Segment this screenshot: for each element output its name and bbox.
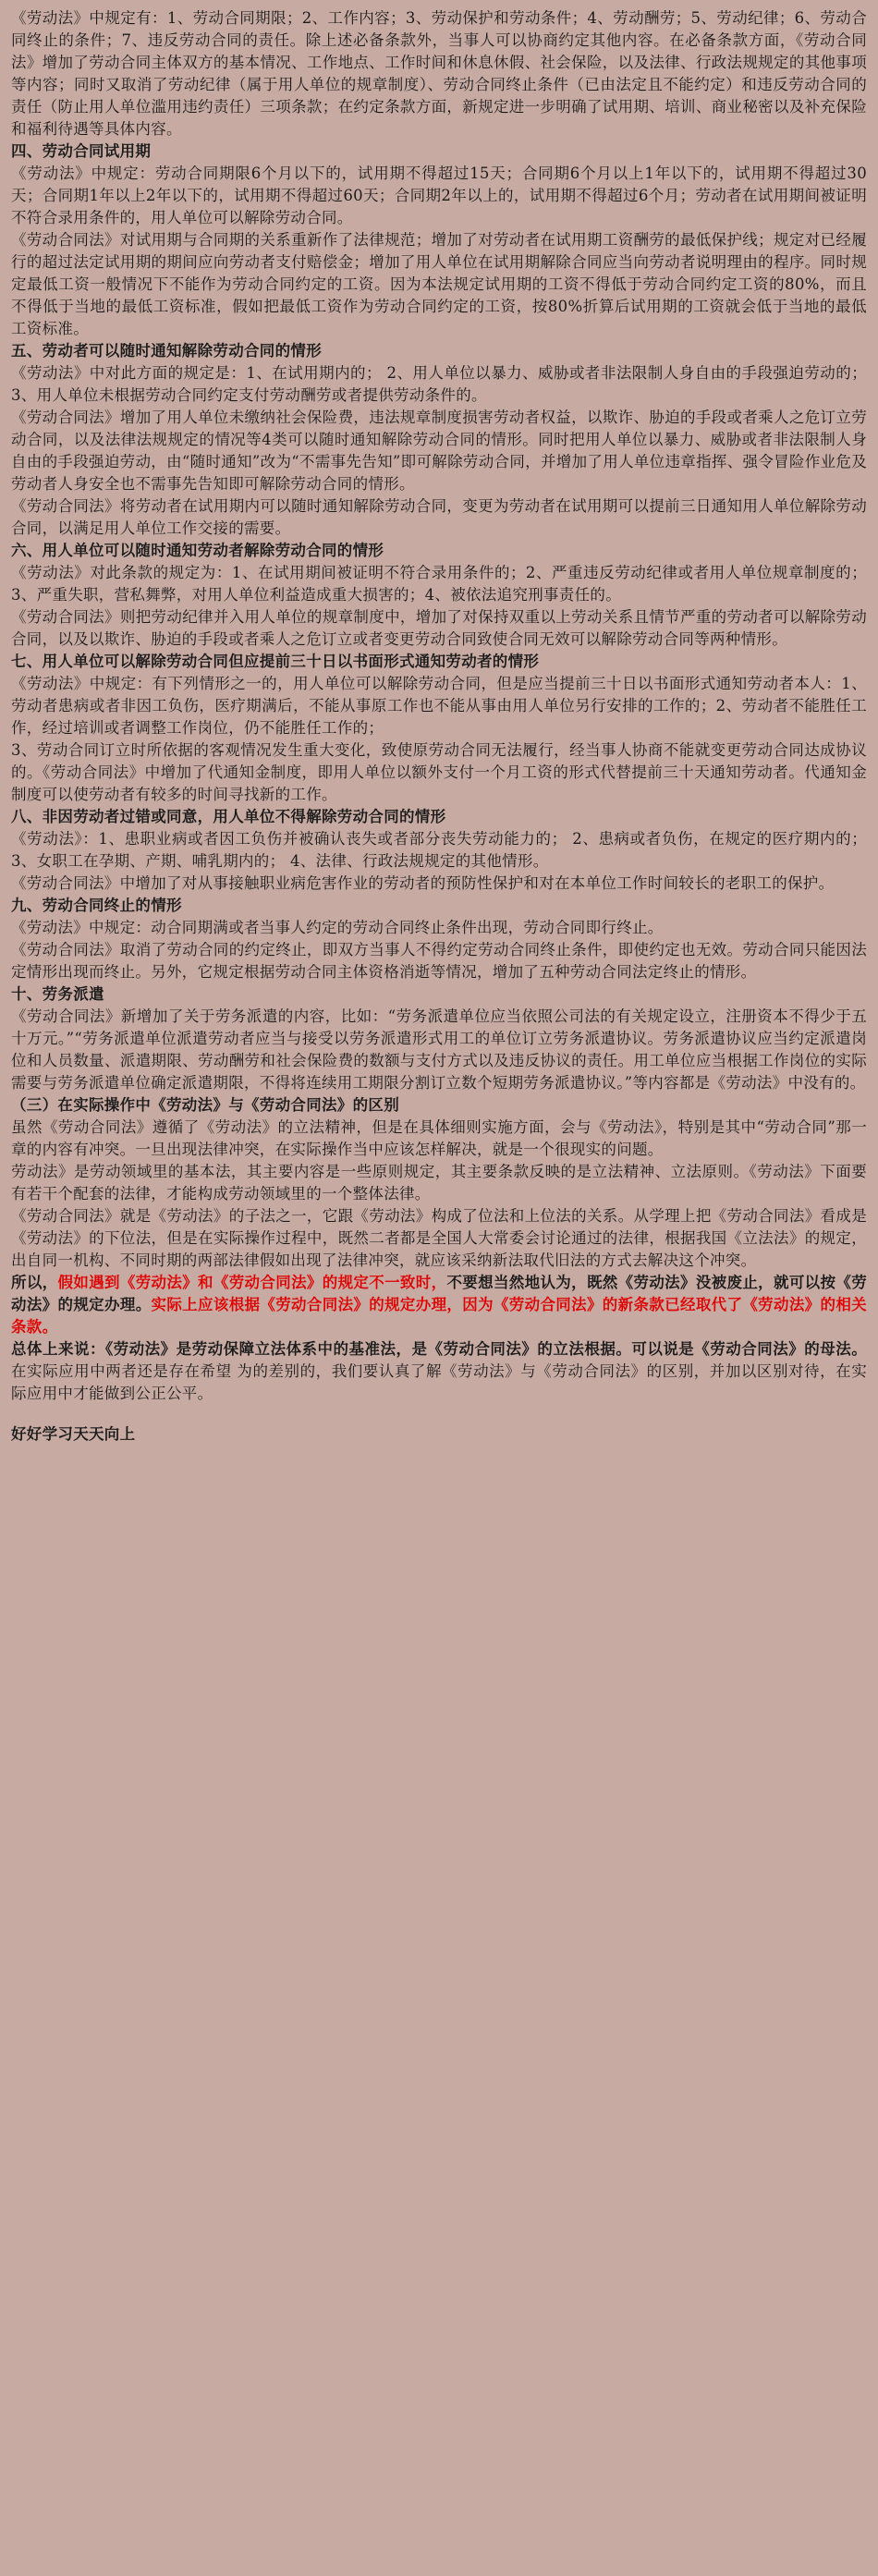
paragraph-probation-contract-law: 《劳动合同法》对试用期与合同期的关系重新作了法律规范；增加了对劳动者在试用期工资酬劳的最低保护线；规定对已经履行的超过法定试用期的期间应向劳动者支付赔偿金；增加了用人单位在试用期解除合同应当向劳动者说明理由的程序。同时规定最低工资一般情况下不能作为劳动合同约定的工资。因为本法规定试用期的工资不得低于劳动合同约定工资的80%，而且不得低于当地的最低工资标准，假如把最低工资作为劳动合同约定的工资，按80%折算后试用期的工资就会低于当地的最低工资标准。 (11, 231, 867, 337)
paragraph-practical-b: 劳动法》是劳动领域里的基本法，其主要内容是一些原则规定，其主要条款反映的是立法精神、立法原则。《劳动法》下面要有若干个配套的法律，才能构成劳动领域里的一个整体法律。 (11, 1163, 867, 1203)
paragraph-contract-end-a: 《劳动法》中规定：动合同期满或者当事人约定的劳动合同终止条件出现，劳动合同即行终止。 (11, 919, 664, 936)
heading-practical-differences: （三）在实际操作中《劳动法》与《劳动合同法》的区别 (11, 1096, 399, 1114)
paragraph-employee-termination-a: 《劳动法》中对此方面的规定是：1、在试用期内的； 2、用人单位以暴力、威胁或者非法限制人身自由的手段强迫劳动的； 3、用人单位未根据劳动合同约定支付劳动酬劳或者提供劳动条件的。 (11, 364, 867, 404)
summary-bold: 总体上来说：《劳动法》是劳动保障立法体系中的基准法，是《劳动合同法》的立法根据。可以说是《劳动合同法》的母法。 (11, 1340, 867, 1358)
summary-rest: 在实际应用中两者还是存在希望 为的差别的，我们要认真了解《劳动法》与《劳动合同法》的区别，并加以区别对待，在实际应用中才能做到公正公平。 (11, 1362, 867, 1402)
paragraph-contract-clauses: 《劳动法》中规定有：1、劳动合同期限；2、工作内容；3、劳动保护和劳动条件；4、劳动酬劳；5、劳动纪律；6、劳动合同终止的条件；7、违反劳动合同的责任。除上述必备条款外，当事人可以协商约定其他内容。在必备条款方面，《劳动合同法》增加了劳动合同主体双方的基本情况、工作地点、工作时间和休息休假、社会保险，以及法律、行政法规规定的其他事项等内容；同时又取消了劳动纪律（属于用人单位的规章制度）、劳动合同终止条件（已由法定且不能约定）和违反劳动合同的责任（防止用人单位滥用违约责任）三项条款；在约定条款方面，新规定进一步明确了试用期、培训、商业秘密以及补充保险和福利待遇等具体内容。 (11, 9, 867, 138)
heading-no-termination: 八、非因劳动者过错或同意，用人单位不得解除劳动合同的情形 (11, 808, 446, 825)
paragraph-employer-immediate-a: 《劳动法》对此条款的规定为：1、在试用期间被证明不符合录用条件的；2、严重违反劳动纪律或者用人单位规章制度的；3、严重失职，营私舞弊，对用人单位利益造成重大损害的；4、被依法追究刑事责任的。 (11, 564, 867, 604)
paragraph-employee-termination-c: 《劳动合同法》将劳动者在试用期内可以随时通知解除劳动合同，变更为劳动者在试用期可以提前三日通知用人单位解除劳动合同，以满足用人单位工作交接的需要。 (11, 497, 867, 537)
paragraph-thirty-day-a: 《劳动法》中规定：有下列情形之一的，用人单位可以解除劳动合同，但是应当提前三十日以书面形式通知劳动者本人：1、劳动者患病或者非因工负伤，医疗期满后，不能从事原工作也不能从事由用人单位另行安排的工作的；2、劳动者不能胜任工作，经过培训或者调整工作岗位，仍不能胜任工作的； (11, 675, 867, 737)
heading-contract-end: 九、劳动合同终止的情形 (11, 897, 182, 914)
conclusion-red-2: 实际上应该根据《劳动合同法》的规定办理，因为《劳动合同法》的新条款已经取代了《劳动法》的相关条款。 (11, 1296, 867, 1336)
paragraph-labor-dispatch: 《劳动合同法》新增加了关于劳务派遣的内容，比如：“劳务派遣单位应当依照公司法的有关规定设立，注册资本不得少于五十万元。”“劳务派遣单位派遣劳动者应当与接受以劳务派遣形式用工的单位订立劳务派遣协议。劳务派遣协议应当约定派遣岗位和人员数量、派遣期限、劳动酬劳和社会保险费的数额与支付方式以及违反协议的责任。用工单位应当根据工作岗位的实际需要与劳务派遣单位确定派遣期限，不得将连续用工期限分割订立数个短期劳务派遣协议。”等内容都是《劳动法》中没有的。 (11, 1007, 867, 1092)
conclusion-lead: 所以， (11, 1274, 58, 1291)
paragraph-practical-c: 《劳动合同法》就是《劳动法》的子法之一，它跟《劳动法》构成了位法和上位法的关系。从学理上把《劳动合同法》看成是《劳动法》的下位法，但是在实际操作过程中，既然二者都是全国人大常委会讨论通过的法律，根据我国《立法法》的规定，出自同一机构、不同时期的两部法律假如出现了法律冲突，就应该采纳新法取代旧法的方式去解决这个冲突。 (11, 1207, 867, 1269)
paragraph-practical-a: 虽然《劳动合同法》遵循了《劳动法》的立法精神，但是在具体细则实施方面，会与《劳动法》，特别是其中“劳动合同”那一章的内容有冲突。一旦出现法律冲突，在实际操作当中应该怎样解决，就是一个很现实的问题。 (11, 1118, 867, 1158)
closing-line: 好好学习天天向上 (11, 1425, 136, 1443)
paragraph-no-termination-a: 《劳动法》：1、患职业病或者因工负伤并被确认丧失或者部分丧失劳动能力的； 2、患病或者负伤，在规定的医疗期内的；3、女职工在孕期、产期、哺乳期内的； 4、法律、行政法规规定的其他情形。 (11, 830, 867, 870)
conclusion-red-1: 假如遇到《劳动法》和《劳动合同法》的规定不一致时， (57, 1274, 447, 1291)
paragraph-contract-end-b: 《劳动合同法》取消了劳动合同的约定终止，即双方当事人不得约定劳动合同终止条件，即使约定也无效。劳动合同只能因法定情形出现而终止。另外，它规定根据劳动合同主体资格消逝等情况，增加了五种劳动合同法定终止的情形。 (11, 941, 867, 981)
heading-labor-dispatch: 十、劳务派遣 (11, 985, 104, 1003)
paragraph-summary (11, 1338, 867, 1405)
paragraph-thirty-day-b: 3、劳动合同订立时所依据的客观情况发生重大变化，致使原劳动合同无法履行，经当事人协商不能就变更劳动合同达成协议的。《劳动合同法》中增加了代通知金制度，即用人单位以额外支付一个月工资的形式代替提前三十天通知劳动者。代通知金制度可以使劳动者有较多的时间寻找新的工作。 (11, 741, 867, 803)
heading-probation: 四、劳动合同试用期 (11, 142, 152, 160)
heading-employee-termination: 五、劳动者可以随时通知解除劳动合同的情形 (11, 342, 322, 360)
paragraph-probation-labor-law: 《劳动法》中规定：劳动合同期限6个月以下的，试用期不得超过15天；合同期6个月以上1年以下的，试用期不得超过30天；合同期1年以上2年以下的，试用期不得超过60天；合同期2年以上的，试用期不得超过6个月；劳动者在试用期间被证明不符合录用条件的，用人单位可以解除劳动合同。 (11, 165, 867, 226)
paragraph-conclusion-rule (11, 1272, 867, 1338)
conclusion-black: 不要想当然地认为，既然《劳动法》没被废止，就可以按《劳动法》的规定办理。 (11, 1274, 867, 1313)
paragraph-employee-termination-b: 《劳动合同法》增加了用人单位未缴纳社会保险费，违法规章制度损害劳动者权益，以欺诈、胁迫的手段或者乘人之危订立劳动合同，以及法律法规规定的情况等4类可以随时通知解除劳动合同的情形。同时把用人单位以暴力、威胁或者非法限制人身自由的手段强迫劳动，由“随时通知”改为“不需事先告知”即可解除劳动合同，并增加了用人单位违章指挥、强令冒险作业危及劳动者人身安全也不需事先告知即可解除劳动合同的情形。 (11, 409, 867, 493)
heading-thirty-day-notice: 七、用人单位可以解除劳动合同但应提前三十日以书面形式通知劳动者的情形 (11, 653, 540, 670)
paragraph-employer-immediate-b: 《劳动合同法》则把劳动纪律并入用人单位的规章制度中，增加了对保持双重以上劳动关系且情节严重的劳动者可以解除劳动合同，以及以欺诈、胁迫的手段或者乘人之危订立或者变更劳动合同致使合同无效可以解除劳动合同等两种情形。 (11, 608, 867, 648)
heading-employer-immediate-termination: 六、用人单位可以随时通知劳动者解除劳动合同的情形 (11, 542, 384, 559)
paragraph-no-termination-b: 《劳动合同法》中增加了对从事接触职业病危害作业的劳动者的预防性保护和对在本单位工作时间较长的老职工的保护。 (11, 874, 835, 892)
